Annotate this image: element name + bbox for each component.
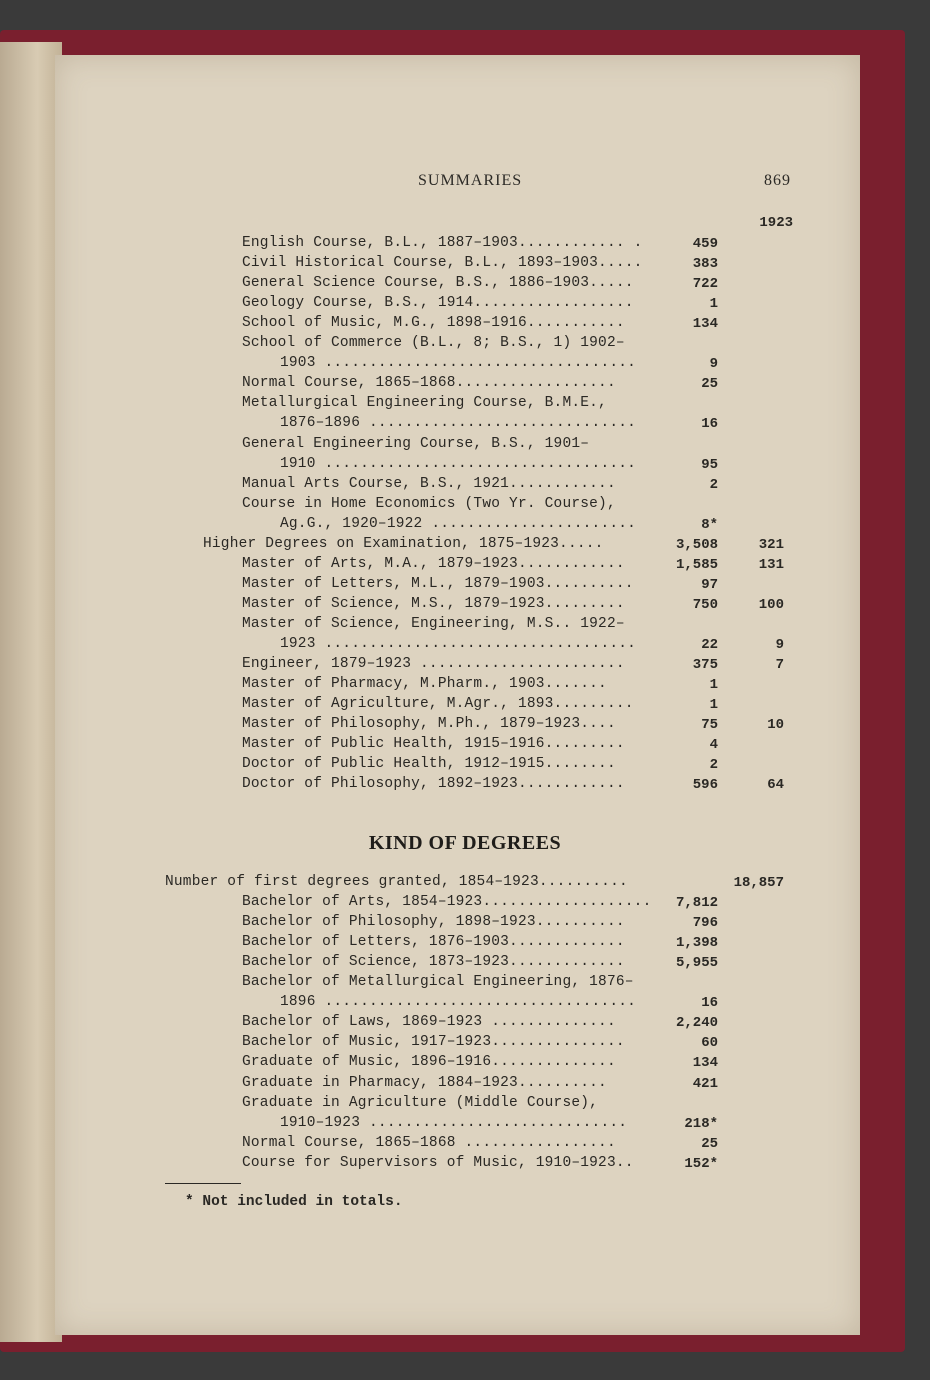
row-value-total: 383 xyxy=(692,256,718,273)
row-label: 1876–1896 .............................. xyxy=(280,415,637,432)
row-label: Doctor of Philosophy, 1892–1923............ xyxy=(242,776,625,793)
row-label: 1903 ................................... xyxy=(280,355,637,372)
facing-page-edge xyxy=(0,42,62,1342)
row-label: Master of Science, Engineering, M.S.. 1922– xyxy=(242,615,625,632)
row-label: School of Music, M.G., 1898–1916........... xyxy=(242,315,625,332)
row-value-total: 3,508 xyxy=(675,536,718,553)
row-label: Higher Degrees on Examination, 1875–1923..... xyxy=(203,535,604,552)
row-label: Course for Supervisors of Music, 1910–1923.. xyxy=(242,1154,634,1171)
row-value-total: 152* xyxy=(684,1155,718,1172)
row-value-total: 2 xyxy=(709,476,718,493)
row-label: Bachelor of Philosophy, 1898–1923.......... xyxy=(242,914,625,931)
row-value-total: 2,240 xyxy=(675,1015,718,1032)
row-value-1923: 100 xyxy=(758,596,784,613)
row-label: English Course, B.L., 1887–1903............ . xyxy=(242,235,643,251)
row-value-1923: 18,857 xyxy=(733,875,784,891)
row-value-total: 25 xyxy=(701,1135,718,1152)
row-value-1923: 10 xyxy=(767,717,784,734)
row-value-total: 750 xyxy=(692,596,718,613)
row-label: Master of Philosophy, M.Ph., 1879–1923.... xyxy=(242,716,616,733)
row-value-total: 1,398 xyxy=(675,935,718,952)
row-value-total: 1 xyxy=(709,677,718,694)
column-header-year: 1923 xyxy=(759,215,793,231)
row-value-total: 722 xyxy=(692,276,718,293)
row-label: Normal Course, 1865–1868 ................. xyxy=(242,1134,616,1151)
section-title: KIND OF DEGREES xyxy=(368,832,562,854)
row-value-total: 134 xyxy=(692,1055,718,1072)
row-label: Bachelor of Arts, 1854–1923................... xyxy=(242,894,652,911)
footnote-rule xyxy=(165,1183,241,1184)
row-label: 1923 ................................... xyxy=(280,636,637,652)
running-title: SUMMARIES xyxy=(418,172,523,189)
row-value-total: 459 xyxy=(692,236,718,252)
row-label: Engineer, 1879–1923 ....................... xyxy=(242,656,625,673)
row-label: Bachelor of Science, 1873–1923............. xyxy=(242,954,625,971)
row-label: 1896 ................................... xyxy=(280,994,637,1011)
footnote: * Not included in totals. xyxy=(185,1194,403,1210)
row-label: Geology Course, B.S., 1914.................. xyxy=(242,295,634,312)
row-label: Master of Public Health, 1915–1916......... xyxy=(242,736,625,753)
row-value-total: 9 xyxy=(709,356,718,373)
row-label: School of Commerce (B.L., 8; B.S., 1) 1902– xyxy=(242,335,625,352)
row-value-total: 16 xyxy=(701,995,718,1012)
row-value-total: 16 xyxy=(701,416,718,433)
row-value-1923: 131 xyxy=(758,556,784,573)
row-value-total: 75 xyxy=(701,717,718,734)
row-label: Manual Arts Course, B.S., 1921............ xyxy=(242,475,616,492)
row-value-total: 2 xyxy=(709,757,718,774)
row-value-total: 1,585 xyxy=(675,556,718,573)
row-label: Ag.G., 1920–1922 ....................... xyxy=(280,515,637,532)
row-label: 1910 ................................... xyxy=(280,455,637,472)
row-value-1923: 7 xyxy=(775,657,784,674)
row-value-total: 25 xyxy=(701,376,718,393)
row-value-total: 8* xyxy=(701,516,718,533)
row-label: Master of Pharmacy, M.Pharm., 1903....... xyxy=(242,676,607,693)
row-label: Metallurgical Engineering Course, B.M.E., xyxy=(242,395,607,412)
row-label: Master of Arts, M.A., 1879–1923............ xyxy=(242,555,625,572)
row-label: Master of Science, M.S., 1879–1923......... xyxy=(242,595,625,612)
row-label: Graduate in Agriculture (Middle Course), xyxy=(242,1094,599,1111)
row-value-total: 1 xyxy=(709,296,718,313)
row-value-total: 134 xyxy=(692,316,718,333)
row-label: Bachelor of Music, 1917–1923............... xyxy=(242,1034,625,1051)
row-label: Course in Home Economics (Two Yr. Course), xyxy=(242,495,616,512)
row-value-total: 596 xyxy=(692,777,718,794)
row-value-total: 218* xyxy=(684,1115,718,1132)
row-value-1923: 321 xyxy=(758,536,784,553)
row-value-total: 421 xyxy=(692,1075,718,1092)
row-value-total: 4 xyxy=(709,737,718,754)
row-label: Bachelor of Letters, 1876–1903............. xyxy=(242,934,625,951)
row-label: Master of Letters, M.L., 1879–1903.......... xyxy=(242,575,634,592)
row-value-1923: 64 xyxy=(767,777,784,794)
row-value-total: 796 xyxy=(692,915,718,932)
row-value-total: 1 xyxy=(709,697,718,714)
row-value-total: 7,812 xyxy=(675,895,718,912)
row-value-1923: 9 xyxy=(775,637,784,653)
row-label: Doctor of Public Health, 1912–1915........ xyxy=(242,756,616,773)
row-label: Normal Course, 1865–1868.................. xyxy=(242,375,616,392)
page-number: 869 xyxy=(764,172,791,189)
row-value-total: 95 xyxy=(701,456,718,473)
row-label: General Engineering Course, B.S., 1901– xyxy=(242,435,590,452)
row-label: Master of Agriculture, M.Agr., 1893......... xyxy=(242,696,634,713)
row-value-total: 97 xyxy=(701,576,718,593)
row-label: 1910–1923 ............................. xyxy=(280,1114,628,1131)
row-label: Graduate in Pharmacy, 1884–1923.......... xyxy=(242,1074,607,1091)
row-value-total: 375 xyxy=(692,657,718,674)
row-value-total: 60 xyxy=(701,1035,718,1052)
row-label: Graduate of Music, 1896–1916.............. xyxy=(242,1054,616,1071)
row-value-total: 5,955 xyxy=(675,955,718,972)
row-label: General Science Course, B.S., 1886–1903..... xyxy=(242,275,634,292)
row-label: Civil Historical Course, B.L., 1893–1903..... xyxy=(242,255,643,272)
row-label: Bachelor of Metallurgical Engineering, 1876– xyxy=(242,974,634,991)
row-label: Bachelor of Laws, 1869–1923 .............. xyxy=(242,1014,616,1031)
row-value-total: 22 xyxy=(701,637,718,653)
row-label: Number of first degrees granted, 1854–1923.......... xyxy=(165,874,628,890)
